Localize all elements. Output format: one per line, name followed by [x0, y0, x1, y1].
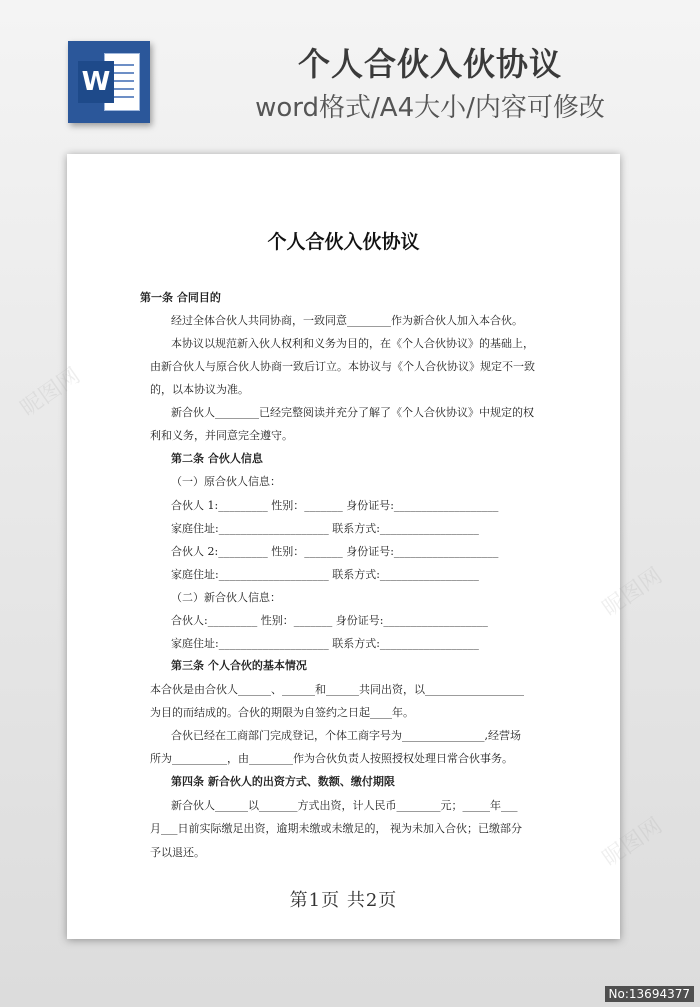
document-line: 合伙人:_________ 性别：_______ 身份证号:___________________ [171, 614, 488, 627]
document-line: 的，以本协议为准。 [150, 383, 249, 396]
watermark: 昵图网 [598, 563, 667, 622]
section-heading: 第二条 合伙人信息 [171, 452, 263, 465]
document-line: 经过全体合伙人共同协商，一致同意________作为新合伙人加入本合伙。 [171, 314, 523, 327]
header-title: 个人合伙入伙协议 [297, 45, 562, 83]
page-footer: 第1页 共2页 [289, 890, 398, 911]
document-line: 利和义务，并同意完全遵守。 [150, 429, 293, 442]
section-heading: 第三条 个人合伙的基本情况 [171, 659, 307, 672]
document-line: 新合伙人________已经完整阅读并充分了解了《个人合伙协议》中规定的权 [171, 406, 534, 419]
section-heading: 第四条 新合伙人的出资方式、数额、缴付期限 [171, 775, 395, 788]
document-line: 家庭住址:____________________ 联系方式:__________________ [171, 568, 479, 581]
document-line: 为目的而结成的。合伙的期限为自签约之日起____年。 [150, 706, 414, 719]
watermark: 昵图网 [598, 813, 667, 872]
document-line: 予以退还。 [150, 846, 205, 859]
document-line: 本协议以规范新入伙人权利和义务为目的，在《个人合伙协议》的基础上， [171, 337, 534, 350]
document-line: 合伙人 2:_________ 性别：_______ 身份证号:___________________ [171, 545, 499, 558]
document-line: 家庭住址:____________________ 联系方式:__________________ [171, 522, 479, 535]
document-line: 合伙已经在工商部门完成登记，个体工商字号为_______________,经营场 [171, 729, 521, 742]
document-line: 由新合伙人与原合伙人协商一致后订立。本协议与《个人合伙协议》规定不一致 [150, 360, 535, 373]
word-letter-badge: W [78, 61, 114, 103]
section-heading: 第一条 合同目的 [140, 291, 221, 304]
image-id-label: No:13694377 [605, 986, 694, 1002]
header-subtitle: word格式/A4大小/内容可修改 [255, 93, 605, 123]
document-line: 新合伙人______以_______方式出资，计人民币________元；_____年___ [171, 799, 518, 812]
document-page [67, 154, 620, 939]
watermark: 昵图网 [16, 363, 85, 422]
document-line: （二）新合伙人信息： [171, 591, 281, 604]
document-line: 所为__________，由________作为合伙负责人按照授权处理日常合伙事务。 [150, 752, 513, 765]
document-title: 个人合伙入伙协议 [267, 231, 420, 253]
document-line: 本合伙是由合伙人______、______和______共同出资，以__________________ [150, 683, 524, 696]
document-line: 合伙人 1:_________ 性别：_______ 身份证号:___________________ [171, 499, 499, 512]
document-line: （一）原合伙人信息： [171, 475, 281, 488]
document-line: 家庭住址:____________________ 联系方式:__________________ [171, 637, 479, 650]
word-document-icon [68, 41, 150, 123]
document-line: 月___日前实际缴足出资，逾期未缴或未缴足的， 视为未加入合伙；已缴部分 [150, 822, 522, 835]
